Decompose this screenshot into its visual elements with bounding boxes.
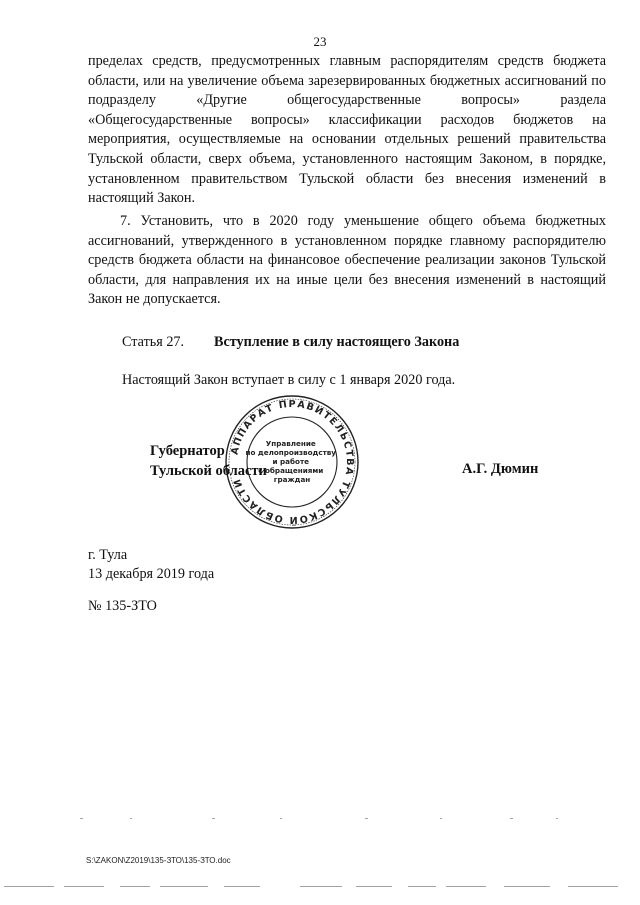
signatory-title-line1: Губернатор [150, 443, 225, 459]
effective-date-text: Настоящий Закон вступает в силу с 1 января 2020 года. [122, 372, 456, 388]
file-path: S:\ZAKON\Z2019\135-ЗТО\135-ЗТО.doc [86, 856, 231, 865]
paragraph-continuation [88, 52, 606, 209]
place-and-date [88, 546, 214, 584]
signatory-name: А.Г. Дюмин [462, 461, 539, 477]
date: 13 декабря 2019 года [88, 566, 215, 582]
seal-center-line: и работе [272, 457, 310, 466]
paragraph-text: пределах средств, предусмотренных главным распорядителям средств бюджета области, или на увеличение объема зарезервированных бюджетных ассигнований по подразделу «Другие общегосударственные вопросы» раздела «Общегосударственные вопросы» классификации расходов бюджетов на мероприятия, осуществляемые на основании отдельных решений правительства Тульской области, сверх объема, установленного настоящим Законом, в порядке, установленном правительством Тульской области без внесения изменений в настоящий Закон. [88, 53, 606, 207]
place: г. Тула [88, 547, 128, 563]
article-title: Вступление в силу настоящего Закона [214, 334, 460, 350]
paragraph-7 [88, 212, 606, 310]
scan-noise-divider [0, 818, 640, 824]
law-number: № 135-ЗТО [88, 598, 157, 614]
seal-center-line: по делопроизводству [245, 448, 336, 457]
article-heading [122, 334, 459, 351]
seal-ring-text: АППАРАТ ПРАВИТЕЛЬСТВА ТУЛЬСКОЙ ОБЛАСТИ [229, 398, 356, 526]
seal-center-line: граждан [273, 475, 311, 484]
article-number: Статья 27. [122, 334, 185, 350]
seal-center-line: Управление [265, 439, 316, 448]
paragraph-text: 7. Установить, что в 2020 году уменьшение общего объема бюджетных ассигнований, утвержденного в установленном порядке главному распорядителю средств бюджета области на финансовое обеспечение реализации законов Тульской области, для направления их на иные цели без внесения изменений в настоящий Закон не допускается. [88, 213, 606, 308]
signatory-title [150, 441, 267, 481]
scan-edge-line [0, 886, 640, 892]
seal-center-line: с обращениями [258, 466, 324, 475]
signatory-title-line2: Тульской области [150, 463, 267, 479]
page-number: 23 [313, 34, 327, 49]
